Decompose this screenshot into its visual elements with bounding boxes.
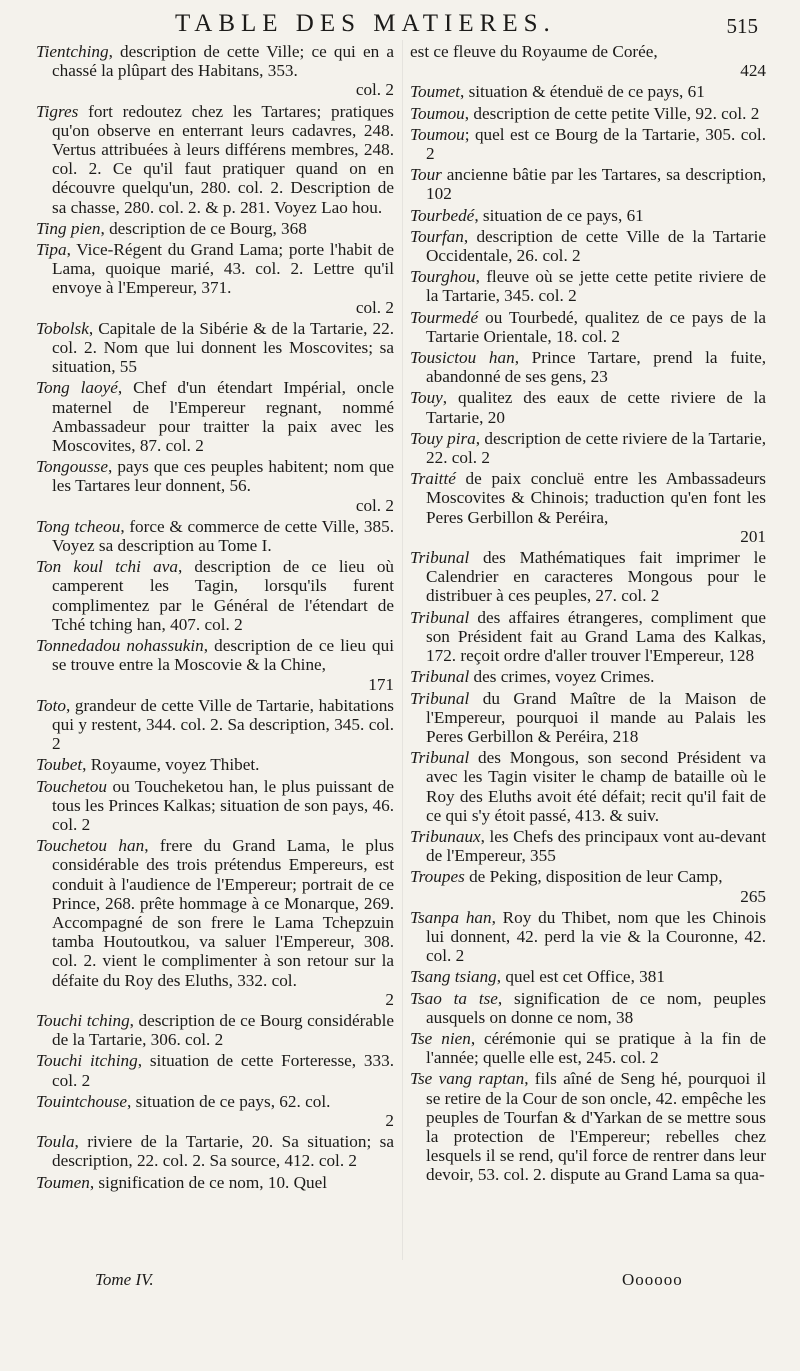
entry-text: de Peking, disposition de leur Camp, [464, 867, 723, 887]
entry-text: , les Chefs des principaux vont au-devant de l'Empereur, 355 [426, 826, 766, 866]
entry-text: du Grand Maître de la Maison de l'Empereur, pourquoi il mande au Palais les Peres Gerbillon & Peréira, 218 [426, 688, 766, 746]
entry-term: Tongousse [36, 457, 108, 477]
index-entry [36, 319, 394, 377]
index-entry [410, 165, 766, 203]
entry-text: , situation de ce pays, 62. col. [127, 1091, 331, 1111]
entry-term: Tong tcheou [36, 516, 121, 536]
entry-term: Tobolsk [36, 318, 89, 338]
entry-term: Tour [410, 165, 442, 185]
index-entry [410, 667, 766, 686]
entry-text: , Prince Tartare, prend la fuite, abandonné de ses gens, 23 [426, 348, 766, 387]
entry-text: , signification de ce nom, 10. Quel [89, 1172, 328, 1192]
entry-term: Tribunal [410, 748, 470, 768]
entry-text: , description de cette Ville; ce qui en a chassé la plûpart des Habitans, 353. [52, 42, 394, 81]
entry-reference: col. 2 [355, 495, 394, 515]
index-entry [36, 219, 394, 238]
index-entry [36, 457, 394, 515]
index-entry [36, 378, 394, 455]
entry-text: des Mathématiques fait imprimer le Calendrier en caracteres Mongous pour le distribuer à ces peuples, 27. col. 2 [426, 548, 766, 606]
entry-text: , Royaume, voyez Thibet. [82, 755, 260, 775]
index-entry [410, 82, 766, 101]
index-entry [36, 696, 394, 754]
entry-term: Toumet [410, 82, 460, 102]
index-entry [410, 827, 766, 865]
index-entry [36, 636, 394, 694]
index-entry [36, 755, 394, 774]
entry-text: fort redoutez chez les Tartares; pratiques qu'on observe en enterrant leurs cadavres, 248. Vertus attribuées à leurs différens membres, 248. col. 2. Ce qu'il faut pratiquer quand on en découvre quelqu'un, 280. col. 2. Description de sa chasse, 280. col. 2. & p. 281. Voyez Lao hou. [52, 101, 394, 217]
entry-term: Tourbedé [410, 205, 475, 225]
index-entry [36, 1051, 394, 1089]
entry-text: est ce fleuve du Royaume de Corée, [410, 42, 658, 61]
entry-reference: 424 [740, 61, 766, 81]
entry-text: , Capitale de la Sibérie & de la Tartarie, 22. col. 2. Nom que lui donnent les Moscovites; sa situation, 55 [52, 318, 394, 377]
entry-term: Tipa [36, 240, 67, 260]
index-entry [410, 689, 766, 747]
index-entry [36, 557, 394, 634]
entry-term: Tourfan [410, 226, 464, 246]
entry-term: Toubet [36, 755, 83, 775]
left-column [36, 42, 394, 1272]
entry-text: ou Toucheketou han, le plus puissant de tous les Princes Kalkas; situation de son pays, 46. col. 2 [52, 776, 394, 834]
entry-term: Touintchouse [36, 1091, 128, 1111]
index-entry [36, 1132, 394, 1170]
entry-text: , riviere de la Tartarie, 20. Sa situation; sa description, 22. col. 2. Sa source, 412. col. 2 [52, 1132, 394, 1171]
entry-reference: 2 [385, 989, 394, 1009]
index-entry [410, 388, 766, 426]
entry-term: Touy pira [410, 428, 476, 448]
entry-reference: col. 2 [355, 297, 394, 317]
entry-term: Tong laoyé [36, 378, 118, 398]
entry-text: ou Tourbedé, qualitez de ce pays de la Tartarie Orientale, 18. col. 2 [426, 307, 766, 346]
index-entry [410, 104, 766, 123]
page-number: 515 [726, 14, 758, 38]
entry-text: des Mongous, son second Président va avec les Tagin visiter le champ de bataille où le Roy des Eluths avoit été défait; recit qu'il fait de ce qui s'y étoit passé, 413. & suiv. [426, 748, 766, 825]
index-entry [410, 469, 766, 546]
entry-term: Toula [36, 1132, 75, 1152]
entry-term: Tourmedé [410, 307, 479, 327]
index-entry [410, 1069, 766, 1184]
entry-term: Touchi itching [36, 1051, 138, 1071]
entry-text: , signification de ce nom, peuples ausquels on donne ce nom, 38 [426, 988, 766, 1027]
entry-term: Tonnedadou nohassukin [36, 636, 204, 656]
volume-label: Tome IV. [95, 1270, 154, 1289]
entry-text: , situation & étenduë de ce pays, 61 [459, 82, 705, 102]
right-column [410, 42, 766, 1272]
entry-term: Tigres [36, 101, 79, 121]
entry-term: Tousictou han [410, 348, 515, 368]
page-footer [0, 1268, 800, 1308]
entry-term: Toumou [410, 103, 465, 123]
entry-text: , cérémonie qui se pratique à la fin de l'année; quelle elle est, 245. col. 2 [426, 1028, 766, 1068]
entry-reference: 265 [740, 886, 766, 906]
entry-text: ; quel est ce Bourg de la Tartarie, 305. col. 2 [426, 124, 766, 164]
entry-term: Tientching [36, 42, 109, 61]
entry-text: de paix concluë entre les Ambassadeurs Moscovites & Chinois; traduction qu'en font les Peres Gerbillon & Peréira, [426, 469, 766, 527]
index-entry [36, 1092, 394, 1130]
entry-text: , description de ce lieu où camperent les Tagin, lorsqu'ils furent complimentez par le Général de l'étendart de Tché tching han, 407. col. 2 [52, 557, 394, 634]
entry-term: Tribunaux [410, 826, 481, 846]
entry-reference: 201 [740, 526, 766, 546]
entry-term: Tribunal [410, 667, 470, 687]
index-entry [410, 429, 766, 467]
entry-term: Toumou [410, 124, 465, 144]
entry-term: Touchetou han [36, 836, 145, 856]
column-gutter [402, 40, 403, 1260]
index-entry [410, 967, 766, 986]
index-entry [410, 908, 766, 966]
signature-mark: Oooooo [622, 1270, 683, 1289]
entry-text: , description de cette petite Ville, 92. col. 2 [464, 103, 760, 123]
entry-text: , Roy du Thibet, nom que les Chinois lui donnent, 42. perd la vie & la Couronne, 42. col. 2 [426, 907, 766, 966]
entry-text: , description de ce Bourg considérable de la Tartarie, 306. col. 2 [52, 1010, 394, 1050]
index-entry [410, 1029, 766, 1067]
index-entry [36, 1011, 394, 1049]
index-entry [410, 125, 766, 163]
entry-term: Tribunal [410, 607, 470, 627]
index-entry [410, 608, 766, 666]
entry-term: Toto [36, 695, 66, 715]
index-entry [410, 206, 766, 225]
index-entry [36, 836, 394, 1009]
page-header [0, 6, 800, 42]
entry-text: , quel est cet Office, 381 [496, 967, 665, 987]
entry-term: Ting pien [36, 218, 101, 238]
entry-text: des crimes, voyez Crimes. [469, 667, 655, 687]
entry-term: Troupes [410, 867, 465, 887]
entry-reference: 171 [368, 674, 394, 694]
entry-text: , grandeur de cette Ville de Tartarie, habitations qui y restent, 344. col. 2. Sa description, 345. col. 2 [52, 695, 394, 754]
index-entry [410, 748, 766, 825]
index-entry [410, 267, 766, 305]
entry-term: Traitté [410, 469, 456, 489]
entry-reference: col. 2 [355, 80, 394, 100]
index-entry [36, 240, 394, 317]
entry-term: Touy [410, 388, 443, 408]
entry-text: , qualitez des eaux de cette riviere de la Tartarie, 20 [426, 388, 766, 427]
index-entry [36, 517, 394, 555]
entry-term: Tsanpa han [410, 907, 492, 927]
entry-text: , description de ce Bourg, 368 [100, 218, 307, 238]
entry-term: Tsao ta tse [410, 988, 498, 1008]
entry-term: Toumen [36, 1172, 90, 1192]
index-entry [410, 308, 766, 346]
entry-term: Touchi tching [36, 1010, 130, 1030]
entry-term: Tse nien [410, 1028, 471, 1048]
entry-text: , situation de cette Forteresse, 333. col. 2 [52, 1051, 394, 1090]
entry-text: , Chef d'un étendart Impérial, oncle maternel de l'Empereur regnant, nommé Ambassadeur pour traitter la paix avec les Moscovites, 87. col. 2 [52, 378, 394, 456]
entry-text: , frere du Grand Lama, le plus considérable des trois prétendus Empereurs, est conduit à l'audience de l'Empereur; portrait de ce Prince, 268. prête hommage à ce Monarque, 269. Accompagné de son frere le Lama Tchepzuin tamba Houtoutkou, va saluer l'Empereur, 308. col. 2. vient le complimenter à son retour sur la défaite du Roy des Eluths, 332. col. [52, 836, 394, 990]
index-entry [410, 227, 766, 265]
entry-text: , situation de ce pays, 61 [474, 205, 644, 225]
index-entry [36, 777, 394, 835]
index-entry [36, 42, 394, 100]
index-entry [410, 989, 766, 1027]
entry-text: , force & commerce de cette Ville, 385. Voyez sa description au Tome I. [52, 516, 394, 556]
entry-term: Tse vang raptan [410, 1069, 525, 1089]
entry-text: , fleuve où se jette cette petite riviere de la Tartarie, 345. col. 2 [426, 267, 766, 306]
entry-term: Tourghou [410, 267, 476, 287]
index-entry [410, 42, 766, 80]
index-entry [410, 867, 766, 905]
index-entry [410, 548, 766, 606]
entry-text: , pays que ces peuples habitent; nom que les Tartares leur donnent, 56. [52, 457, 394, 496]
running-title: TABLE DES MATIERES. [175, 10, 556, 37]
entry-term: Ton koul tchi ava [36, 557, 178, 577]
index-entry [36, 102, 394, 217]
entry-text: , description de cette Ville de la Tartarie Occidentale, 26. col. 2 [426, 226, 766, 266]
entry-text: ancienne bâtie par les Tartares, sa description, 102 [426, 165, 766, 204]
entry-term: Touchetou [36, 776, 107, 796]
entry-term: Tribunal [410, 548, 470, 568]
entry-reference: 2 [385, 1110, 394, 1130]
index-entry [36, 1173, 394, 1192]
entry-term: Tsang tsiang [410, 967, 497, 987]
entry-term: Tribunal [410, 688, 470, 708]
entry-text: des affaires étrangeres, compliment que son Président fait au Grand Lama des Kalkas, 172. reçoit ordre d'aller trouver l'Empereur, 128 [426, 607, 766, 666]
entry-text: , description de cette riviere de la Tartarie, 22. col. 2 [426, 428, 766, 468]
entry-text: , description de ce lieu qui se trouve entre la Moscovie & la Chine, [52, 636, 394, 675]
entry-text: , Vice-Régent du Grand Lama; porte l'habit de Lama, quoique marié, 43. col. 2. Lettre qu'il envoye à l'Empereur, 371. [52, 240, 394, 298]
index-entry [410, 348, 766, 386]
entry-text: , fils aîné de Seng hé, pourquoi il se retire de la Cour de son oncle, 42. empêche les peuples de Tourfan & d'Yarkan de se mettre sous la protection de l'Empereur; rebelles chez lesquels il se rend, qu'il force de rentrer dans leur devoir, 53. col. 2. dispute au Grand Lama sa qua- [426, 1069, 766, 1185]
